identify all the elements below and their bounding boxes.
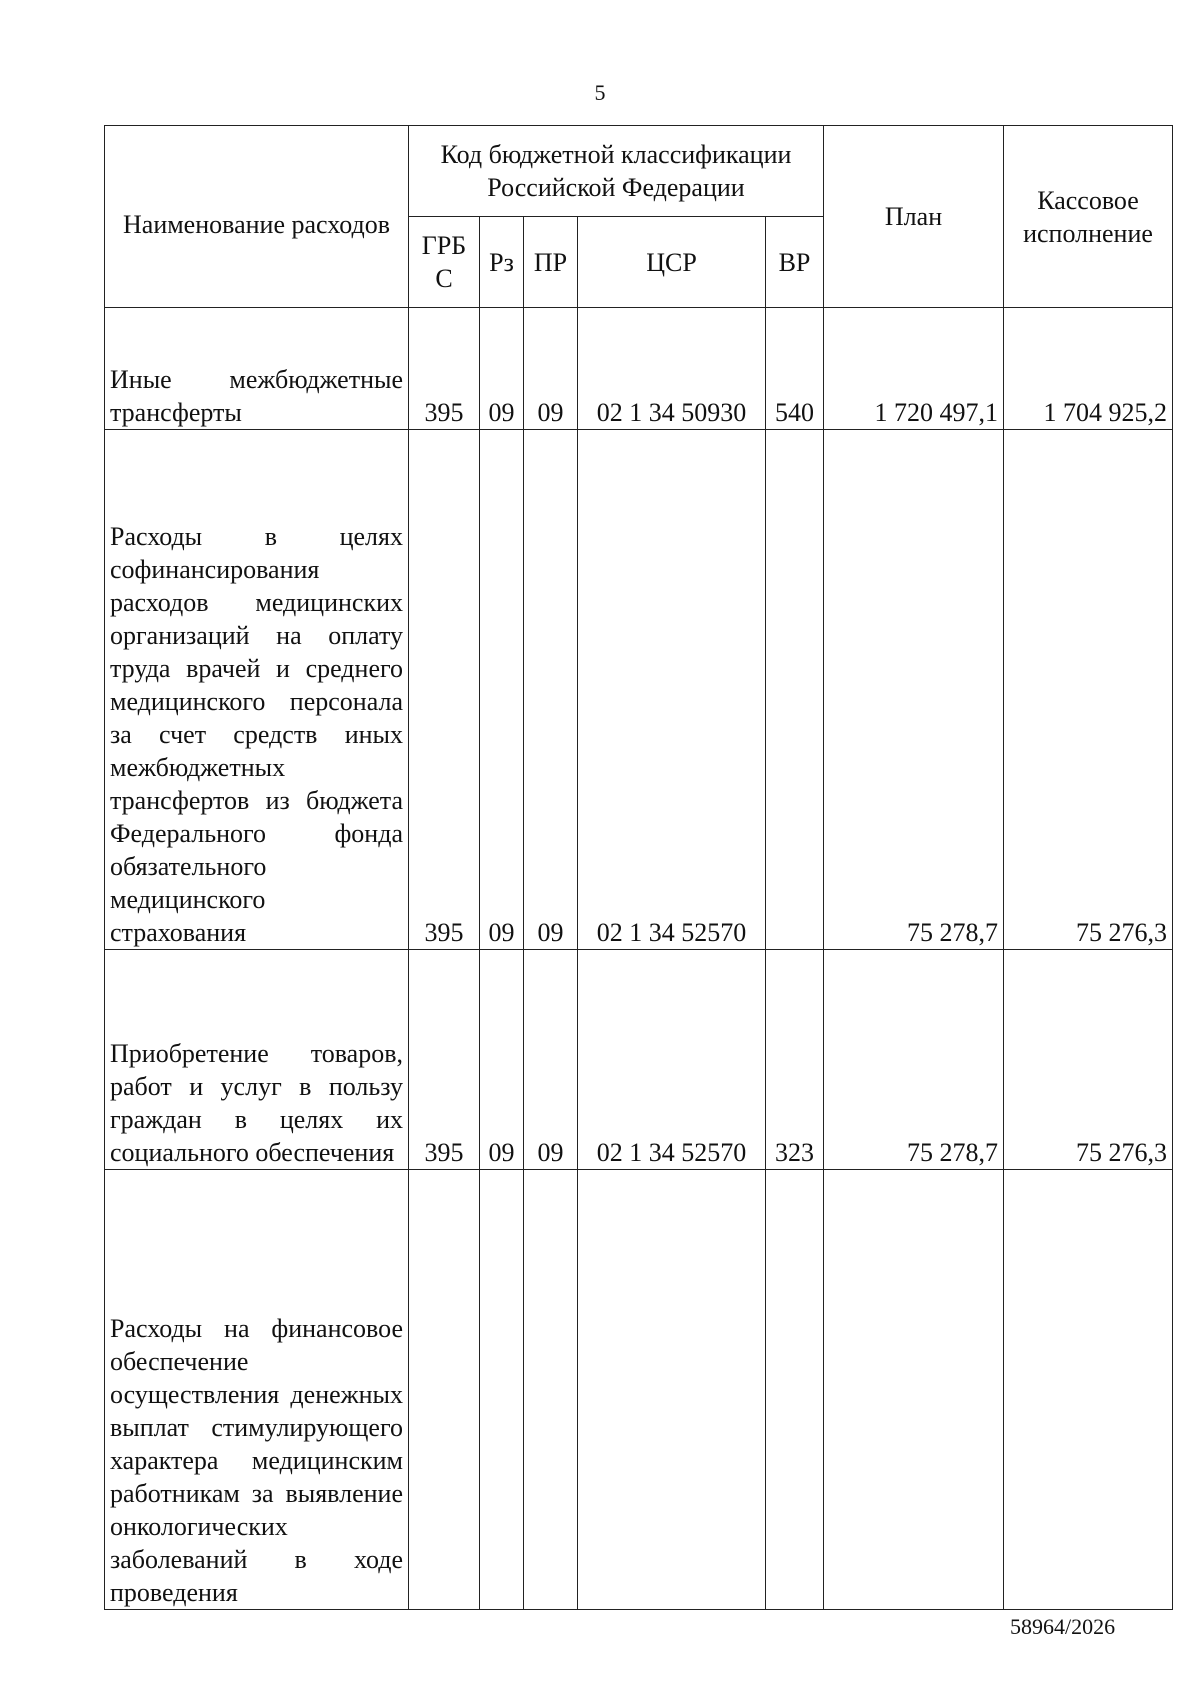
- header-cash: Кассовое исполнение: [1004, 126, 1173, 308]
- row-grbs: 395: [409, 950, 480, 1170]
- header-csr: ЦСР: [578, 217, 766, 308]
- document-id: 58964/2026: [1010, 1614, 1116, 1639]
- table-row: [105, 1170, 1173, 1610]
- row-csr: 02 1 34 52570: [578, 430, 766, 950]
- row-cash: [1004, 1170, 1173, 1610]
- row-pr: 09: [524, 950, 578, 1170]
- row-vr: [766, 1170, 824, 1610]
- row-pr: 09: [524, 308, 578, 430]
- row-rz: 09: [480, 430, 524, 950]
- row-plan: 75 278,7: [824, 950, 1004, 1170]
- row-csr: [578, 1170, 766, 1610]
- row-vr: [766, 430, 824, 950]
- row-grbs: [409, 1170, 480, 1610]
- row-name: Расходы в целях софинансирования расходов медицинских организаций на оплату труда врачей и среднего медицинского персонала за счет средств иных межбюджетных трансфертов из бюджета Федерального фонда обязательного медицинского страхования: [105, 430, 409, 950]
- row-pr: 09: [524, 430, 578, 950]
- row-csr: 02 1 34 52570: [578, 950, 766, 1170]
- row-vr: 323: [766, 950, 824, 1170]
- header-vr: ВР: [766, 217, 824, 308]
- row-vr: 540: [766, 308, 824, 430]
- row-plan: 1 720 497,1: [824, 308, 1004, 430]
- header-plan: План: [824, 126, 1004, 308]
- row-name: Приобретение товаров, работ и услуг в пользу граждан в целях их социального обеспечения: [105, 950, 409, 1170]
- row-name: Иные межбюджетные трансферты: [105, 308, 409, 430]
- budget-expenditure-table: [104, 125, 1173, 1610]
- row-grbs: 395: [409, 430, 480, 950]
- row-plan: 75 278,7: [824, 430, 1004, 950]
- header-code-group: Код бюджетной классификации Российской Федерации: [409, 126, 824, 217]
- row-cash: 75 276,3: [1004, 430, 1173, 950]
- table-row: [105, 950, 1173, 1170]
- row-cash: 75 276,3: [1004, 950, 1173, 1170]
- header-grbs: ГРБ С: [409, 217, 480, 308]
- row-rz: [480, 1170, 524, 1610]
- row-rz: 09: [480, 308, 524, 430]
- table-row: [105, 308, 1173, 430]
- row-name: Расходы на финансовое обеспечение осуществления денежных выплат стимулирующего характера медицинским работникам за выявление онкологических заболеваний в ходе проведения: [105, 1170, 409, 1610]
- page-number: 5: [594, 80, 606, 105]
- table-row: [105, 430, 1173, 950]
- row-plan: [824, 1170, 1004, 1610]
- header-name: Наименование расходов: [105, 126, 409, 308]
- row-cash: 1 704 925,2: [1004, 308, 1173, 430]
- row-csr: 02 1 34 50930: [578, 308, 766, 430]
- header-pr: ПР: [524, 217, 578, 308]
- row-pr: [524, 1170, 578, 1610]
- row-grbs: 395: [409, 308, 480, 430]
- header-rz: Рз: [480, 217, 524, 308]
- row-rz: 09: [480, 950, 524, 1170]
